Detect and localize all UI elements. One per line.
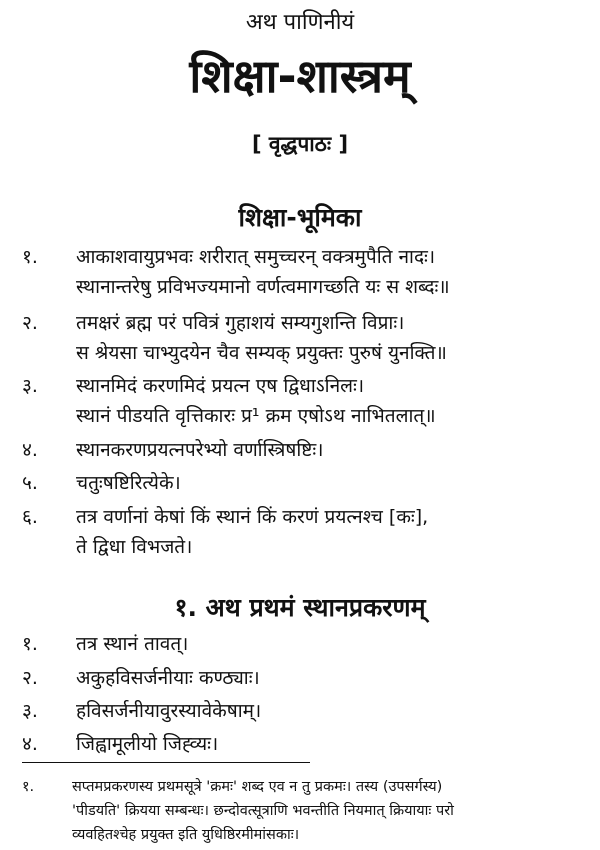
pre-title: अथ पाणिनीयं <box>245 10 355 35</box>
footnote-line: सप्तमप्रकरणस्य प्रथमसूत्रे 'क्रमः' शब्द एव न तु प्रकमः। तस्य (उपसर्गस्य) <box>72 779 443 795</box>
page-title: शिक्षा-शास्त्रम् <box>189 49 411 103</box>
verse-line: स्थानान्तरेषु प्रविभज्यमानो वर्णत्वमागच्छति यः स शब्दः॥ <box>76 276 450 298</box>
subtitle: [ वृद्धपाठः ] <box>251 132 349 156</box>
verse-number: ६. <box>22 506 38 528</box>
verse-line: स श्रेयसा चाभ्युदयेन चैव सम्यक् प्रयुक्तः पुरुषं युनक्ति॥ <box>76 342 447 364</box>
verse-line: ते द्विधा विभजते। <box>76 536 193 558</box>
footnote-number: १. <box>22 779 35 795</box>
verse-line: स्थानमिदं करणमिदं प्रयत्न एष द्विधाऽनिलः। <box>76 375 365 397</box>
footnote-line: 'पीडयति' क्रियया सम्बन्धः। छन्दोवत्सूत्राणि भवन्तीति नियमात् क्रियायाः परो <box>72 803 454 819</box>
verse-line: आकाशवायुप्रभवः शरीरात् समुच्चरन् वक्त्रमुपैति नादः। <box>76 246 436 268</box>
section-heading-bhumika: शिक्षा-भूमिका <box>238 203 362 232</box>
sutra-text: तत्र स्थानं तावत्। <box>76 633 189 655</box>
sutra-text: जिह्वामूलीयो जिह्व्यः। <box>76 733 219 755</box>
sutra-text: अकुहविसर्जनीयाः कण्ठ्याः। <box>76 667 260 689</box>
footnote-line: व्यवहितश्चेह प्रयुक्त इति युधिष्ठिरमीमांसकाः। <box>72 827 300 843</box>
verse-line: स्थानं पीडयति वृत्तिकारः प्र¹ क्रम एषोऽथ नाभितलात्॥ <box>76 405 436 427</box>
verse-number: ५. <box>22 472 38 494</box>
sutra-number: ३. <box>22 700 38 722</box>
sutra-number: ४. <box>22 733 38 755</box>
sutra-number: २. <box>22 667 38 689</box>
section-heading-sthana: १. अथ प्रथमं स्थानप्रकरणम् <box>174 593 426 622</box>
verse-number: १. <box>22 246 38 268</box>
verse-line: चतुःषष्टिरित्येके। <box>76 472 181 494</box>
sutra-text: हविसर्जनीयावुरस्यावेकेषाम्। <box>76 700 262 722</box>
sutra-number: १. <box>22 633 38 655</box>
verse-line: तत्र वर्णानां केषां किं स्थानं किं करणं प्रयत्नश्च [कः], <box>76 506 429 528</box>
verse-number: ३. <box>22 375 38 397</box>
verse-line: तमक्षरं ब्रह्म परं पवित्रं गुहाशयं सम्यगुशन्ति विप्राः। <box>76 312 405 334</box>
verse-line: स्थानकरणप्रयत्नपरेभ्यो वर्णास्त्रिषष्टिः। <box>76 439 324 461</box>
footnote-divider <box>22 762 310 763</box>
verse-number: ४. <box>22 439 38 461</box>
verse-number: २. <box>22 312 38 334</box>
